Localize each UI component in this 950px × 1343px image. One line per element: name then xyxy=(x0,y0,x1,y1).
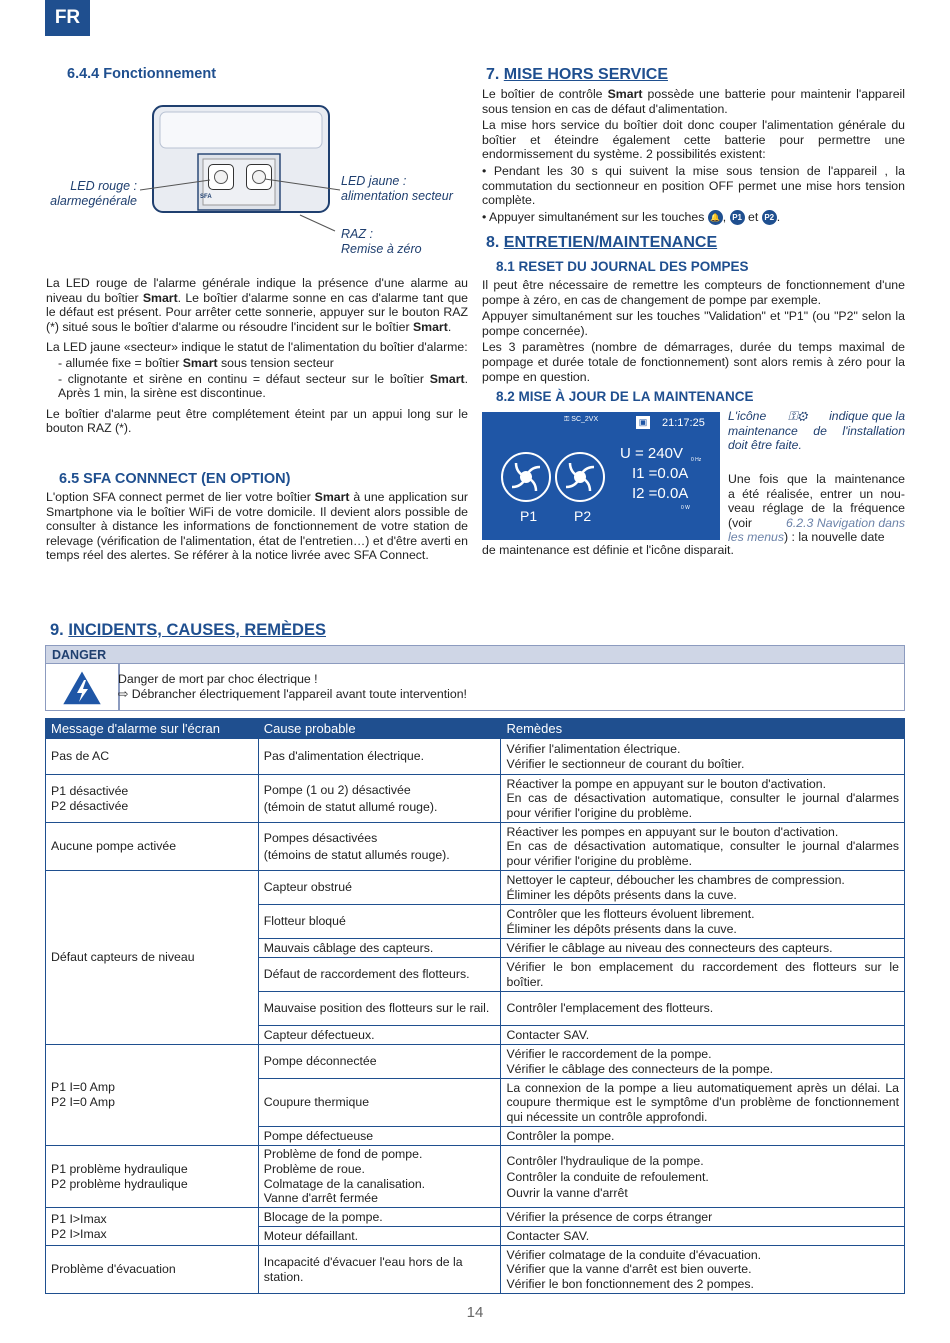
alarm-message-cell xyxy=(46,1246,259,1294)
display-current-2: I2 =0.0A xyxy=(632,485,689,502)
display-pump1-label: P1 xyxy=(520,508,538,524)
remedy-line: Éliminer les dépôts présents dans la cuve. xyxy=(506,887,737,902)
table-row xyxy=(46,739,905,775)
note-line-1 xyxy=(728,409,905,424)
section-8-title xyxy=(486,234,717,252)
table-row xyxy=(46,1208,905,1227)
cause-cell xyxy=(258,1146,501,1208)
remedy-line: Contacter SAV. xyxy=(506,1228,590,1243)
note-icon-pre: L'icône xyxy=(728,409,767,423)
note-line-3: doit être faite. xyxy=(728,438,802,453)
display-frequency: 0 Hz xyxy=(691,457,702,463)
cause-line: Incapacité d'évacuer l'eau hors de la station. xyxy=(263,1254,463,1284)
remedy-line: Réactiver les pompes en appuyant sur le bouton d'activation. xyxy=(506,824,839,839)
alarm-message-line: P2 I=0 Amp xyxy=(51,1095,115,1109)
update-line-5-post: ) : la nouvelle date xyxy=(784,530,885,545)
alarm-message-cell xyxy=(46,775,259,823)
alarm-message-line: P1 I=0 Amp xyxy=(51,1080,115,1095)
remedy-cell xyxy=(501,739,905,775)
list-item-blinking xyxy=(58,372,468,401)
device-brand-label: SFA xyxy=(200,194,212,200)
bold-brand-text: Smart xyxy=(412,319,448,334)
cause-line: Colmatage de la canalisation. xyxy=(263,1176,426,1191)
paragraph-sfa-connect xyxy=(46,490,468,563)
cause-cell xyxy=(258,1079,501,1127)
display-pump2-label: P2 xyxy=(574,508,592,524)
danger-line-2: ⇨ Débrancher électriquement l'appareil avant toute intervention! xyxy=(118,687,467,701)
cause-line: Flotteur bloqué xyxy=(263,914,346,929)
remedy-cell xyxy=(501,1127,905,1146)
remedy-cell xyxy=(501,1026,905,1045)
remedy-line: Contrôler la pompe. xyxy=(506,1128,615,1143)
text-segment: - clignotante et sirène en continu = défaut secteur sur le boîtier xyxy=(58,371,430,386)
text-segment: . xyxy=(447,319,452,334)
electric-hazard-icon xyxy=(60,668,104,707)
cause-line: Problème de fond de pompe. xyxy=(263,1147,423,1162)
table-row xyxy=(46,1146,905,1208)
bullet-switch-off: • Pendant les 30 s qui suivent la mise sous tension de l'appareil , la commutation du sectionneur en position OFF permet une mise hors tension complète. xyxy=(482,163,905,208)
display-time: 21:17:25 xyxy=(662,417,705,429)
section-8-1-title: 8.1 RESET DU JOURNAL DES POMPES xyxy=(496,259,749,274)
section-6-4-4-text xyxy=(46,276,468,442)
alarm-message-cell xyxy=(46,1045,259,1146)
note-wrench-icon: ⚿⚙ xyxy=(788,409,808,423)
table-row xyxy=(46,1045,905,1079)
alarm-message-line: P1 désactivée xyxy=(51,783,129,798)
section-9-title xyxy=(50,621,326,640)
incidents-table xyxy=(45,718,905,1294)
alarm-message-line: P1 I>Imax xyxy=(51,1211,107,1226)
remedy-cell xyxy=(501,823,905,871)
paragraph-red-led xyxy=(46,276,468,334)
cause-line: Problème de roue. xyxy=(263,1161,365,1176)
raz-caption-line2: Remise à zéro xyxy=(341,242,422,256)
led-yellow-caption xyxy=(341,174,453,204)
update-line-3: veau réglage de la fréquence xyxy=(728,501,905,516)
list-item-fixed xyxy=(58,356,468,371)
remedy-line: Ouvrir la vanne d'arrêt xyxy=(506,1185,628,1200)
cause-line: Pompe déconnectée xyxy=(263,1054,377,1069)
remedy-line: Contacter SAV. xyxy=(506,1027,590,1042)
display-power: 0 W xyxy=(681,505,690,511)
danger-line-1: Danger de mort par choc électrique ! xyxy=(118,672,318,686)
key-separator-comma: , xyxy=(722,209,727,224)
remedy-cell xyxy=(501,1227,905,1246)
remedy-line: Contrôler la conduite de refoulement. xyxy=(506,1169,709,1184)
text-segment: - allumée fixe = boîtier xyxy=(58,355,183,370)
bold-brand-text: Smart xyxy=(429,371,465,386)
cause-cell xyxy=(258,1045,501,1079)
alarm-message-line: P2 désactivée xyxy=(51,798,129,813)
cause-cell xyxy=(258,1246,501,1294)
bold-brand-text: Smart xyxy=(142,290,178,305)
pump-fans xyxy=(500,452,610,506)
paragraph-reset-keys: Appuyer simultanément sur les touches "Validation" et "P1" (ou "P2" selon la pompe concernée). xyxy=(482,309,905,338)
display-current-1: I1 =0.0A xyxy=(632,465,689,482)
text-segment: . Le boîtier d'alarme sonne en cas d'alarme tant que le défaut est présent. Pour arrêter cette sonnerie, appuyer sur le bouton RAZ (*) situé sous le boîtier d'alarme ou résoudre l'incident sur le boîtier xyxy=(46,290,468,334)
section-7-title-text: MISE HORS SERVICE xyxy=(503,66,668,83)
remedy-line: Vérifier le câblage au niveau des connecteurs des capteurs. xyxy=(506,940,833,955)
text-segment: Le boîtier de contrôle xyxy=(482,87,608,101)
section-7-text xyxy=(482,87,905,231)
bullet-press-keys xyxy=(482,210,905,225)
remedy-cell xyxy=(501,1208,905,1227)
key-separator-et: et xyxy=(748,209,759,224)
update-line-6: de maintenance est définie et l'icône disparait. xyxy=(482,543,734,557)
danger-text xyxy=(118,672,467,702)
network-icon: ▣ xyxy=(636,416,650,429)
paragraph-yellow-led: La LED jaune «secteur» indique le statut de l'alimentation du boîtier d'alarme: xyxy=(46,340,468,355)
section-6-4-4-title: 6.4.4 Fonctionnement xyxy=(67,66,217,82)
remedy-cell xyxy=(501,992,905,1026)
header-probable-cause: Cause probable xyxy=(258,719,501,739)
paragraph-shutdown: Le boîtier d'alarme peut être complétement éteint par un appui long sur le bouton RAZ (*). xyxy=(46,406,468,436)
cause-cell xyxy=(258,1227,501,1246)
alarm-message-line: P1 problème hydraulique xyxy=(51,1161,188,1176)
remedy-line: Nettoyer le capteur, déboucher les chambres de compression. xyxy=(506,872,845,887)
alarm-message-line: Problème d'évacuation xyxy=(51,1262,176,1277)
cause-line: Blocage de la pompe. xyxy=(263,1209,383,1224)
cause-line: Mauvaise position des flotteurs sur le rail. xyxy=(263,1001,490,1016)
remedy-cell xyxy=(501,939,905,958)
cause-cell xyxy=(258,823,501,871)
cause-cell xyxy=(258,775,501,823)
display-code xyxy=(564,416,598,424)
table-header-row xyxy=(46,719,905,739)
remedy-line: Réactiver la pompe en appuyant sur le bouton d'activation. xyxy=(506,776,827,791)
cause-line: Moteur défaillant. xyxy=(263,1228,359,1243)
remedy-line: Contrôler l'emplacement des flotteurs. xyxy=(506,1001,714,1016)
cause-line: (témoin de statut allumé rouge). xyxy=(263,799,438,814)
remedy-line: Vérifier l'alimentation électrique. xyxy=(506,741,681,756)
alarm-message-line: Pas de AC xyxy=(51,749,110,764)
remedy-cell xyxy=(501,905,905,939)
table-row xyxy=(46,1246,905,1294)
cause-line: Pas d'alimentation électrique. xyxy=(263,749,425,764)
cause-line: (témoins de statut allumés rouge). xyxy=(263,847,450,862)
led-yellow-caption-line2: alimentation secteur xyxy=(341,189,453,203)
note-icon-post: indique que la xyxy=(829,409,905,423)
cause-cell xyxy=(258,958,501,992)
text-segment: L'option SFA connect permet de lier votre boîtier xyxy=(46,490,315,504)
section-7-number: 7. xyxy=(486,66,500,83)
raz-caption-line1: RAZ : xyxy=(341,227,373,241)
section-6-5-text xyxy=(46,490,468,569)
cause-line: Pompe (1 ou 2) désactivée xyxy=(263,782,411,797)
remedy-cell xyxy=(501,1045,905,1079)
cause-line: Vanne d'arrêt fermée xyxy=(263,1191,378,1206)
remedy-line: Vérifier colmatage de la conduite d'évacuation. xyxy=(506,1247,762,1262)
remedy-line: En cas de désactivation automatique, consulter le journal d'alarmes pour vérifier l'origine du problème. xyxy=(506,839,899,868)
update-line-4 xyxy=(728,516,905,531)
paragraph-reset-params: Les 3 paramètres (nombre de démarrages, durée du temps maximal de pompage et durée totale de fonctionnement) sont alors remis à zéro pour la pompe en question. xyxy=(482,340,905,384)
text-segment: . Après 1 min, la sirène est discontinue. xyxy=(58,371,468,401)
bold-brand-text: Smart xyxy=(314,490,350,504)
remedy-line: Éliminer les dépôts présents dans la cuve. xyxy=(506,921,737,936)
remedy-cell xyxy=(501,958,905,992)
text-segment: à une application sur Smartphone via le boîtier WiFi de votre domicile. Il devient alors possible de consulter à distance les informations de fonctionnement de votre station de relevage (vérification de l'alimentation, état de l'entretien…) et d'être averti en temps réel des alertes. Se référer à la notice livrée avec SFA Connect. xyxy=(46,490,469,563)
led-red-caption-line1: LED rouge : xyxy=(70,179,137,193)
text-segment: sous tension secteur xyxy=(217,355,334,370)
cause-line: Coupure thermique xyxy=(263,1095,370,1110)
section-8-title-text: ENTRETIEN/MAINTENANCE xyxy=(503,234,718,251)
display-code-text: SC_2VX xyxy=(571,416,599,423)
page-number: 14 xyxy=(466,1304,484,1321)
danger-box xyxy=(45,664,905,711)
note-line-2: maintenance de l'installation xyxy=(728,423,905,438)
cause-line: Mauvais câblage des capteurs. xyxy=(263,940,434,955)
cause-cell xyxy=(258,871,501,905)
update-line-4-pre: (voir xyxy=(728,515,752,530)
alarm-bell-key-icon: 🔔 xyxy=(708,210,723,225)
remedy-line: Vérifier que la vanne d'arrêt est bien ouverte. xyxy=(506,1262,752,1277)
cause-line: Défaut de raccordement des flotteurs. xyxy=(263,967,470,982)
paragraph-reset-intro: Il peut être nécessaire de remettre les compteurs de fonctionnement d'une pompe à zéro, en cas de changement de pompe par exemple. xyxy=(482,278,905,307)
led-red-caption-line2: alarmegénérale xyxy=(50,194,137,208)
table-row xyxy=(46,871,905,905)
cause-cell xyxy=(258,1208,501,1227)
alarm-message-line: Aucune pompe activée xyxy=(51,839,177,854)
text-segment: La LED rouge de l'alarme générale indique la présence d'une alarme au niveau du boîtier xyxy=(46,276,468,305)
p1-key-icon: P1 xyxy=(730,210,745,225)
remedy-line: Contrôler que les flotteurs évoluent librement. xyxy=(506,906,755,921)
cause-line: Pompe défectueuse xyxy=(263,1128,374,1143)
cause-line: Capteur défectueux. xyxy=(263,1027,375,1042)
bullet-press-keys-text: • Appuyer simultanément sur les touches xyxy=(482,209,705,224)
maintenance-wrench-icon: ⚿ xyxy=(564,416,570,423)
update-line-1: Une fois que la maintenance xyxy=(728,472,905,486)
alarm-message-cell xyxy=(46,1146,259,1208)
update-line-2: a été réalisée, entrer un nou- xyxy=(728,486,905,501)
remedy-cell xyxy=(501,1079,905,1127)
navigation-reference-link[interactable]: 6.2.3 Navigation dans xyxy=(786,515,905,530)
section-9-number: 9. xyxy=(50,621,64,639)
cause-cell xyxy=(258,1127,501,1146)
remedy-line: En cas de désactivation automatique, consulter le journal d'alarmes pour vérifier l'origine du problème. xyxy=(506,791,899,820)
cause-cell xyxy=(258,739,501,775)
paragraph-battery xyxy=(482,87,905,116)
alarm-message-cell xyxy=(46,823,259,871)
update-line-5 xyxy=(728,530,905,545)
remedy-cell xyxy=(501,1246,905,1294)
remedy-cell xyxy=(501,775,905,823)
bold-brand-text: Smart xyxy=(607,87,643,101)
cause-line: Capteur obstrué xyxy=(263,880,352,895)
led-yellow-caption-line1: LED jaune : xyxy=(341,174,407,188)
section-6-5-title: 6.5 SFA CONNNECT (EN OPTION) xyxy=(59,471,291,487)
paragraph-shutdown-procedure: La mise hors service du boîtier doit donc couper l'alimentation générale du boîtier et éteindre également cette batterie pour permettre une endormissement du système. 2 possibilités existent: xyxy=(482,118,905,162)
table-row xyxy=(46,775,905,823)
cause-cell xyxy=(258,992,501,1026)
remedy-line: Contrôler l'hydraulique de la pompe. xyxy=(506,1153,704,1168)
callout-lines xyxy=(140,175,350,235)
header-alarm-message: Message d'alarme sur l'écran xyxy=(46,719,259,739)
table-row xyxy=(46,823,905,871)
bold-brand-text: Smart xyxy=(182,355,218,370)
section-7-title xyxy=(486,66,668,84)
danger-header: DANGER xyxy=(45,645,905,664)
key-end-period: . xyxy=(776,209,781,224)
remedy-line: Vérifier la présence de corps étranger xyxy=(506,1209,713,1224)
section-8-number: 8. xyxy=(486,234,500,251)
remedy-cell xyxy=(501,871,905,905)
text-segment: possède une batterie pour maintenir l'appareil sous tension en cas de défaut d'alimentation. xyxy=(482,87,905,116)
cause-cell xyxy=(258,939,501,958)
remedy-line: La connexion de la pompe a lieu automatiquement après un délai. La coupure thermique est le symptôme d'un problème de fonctionnement qui nécessite un contrôle approfondi. xyxy=(506,1080,899,1124)
remedy-line: Vérifier le raccordement de la pompe. xyxy=(506,1046,712,1061)
menus-reference-link[interactable]: les menus xyxy=(728,530,785,545)
cause-cell xyxy=(258,905,501,939)
display-voltage: U = 240V xyxy=(620,445,683,462)
header-remedies: Remèdes xyxy=(501,719,905,739)
alarm-message-line: P2 problème hydraulique xyxy=(51,1176,188,1191)
remedy-line: Vérifier le bon fonctionnement des 2 pompes. xyxy=(506,1276,754,1291)
p2-key-icon: P2 xyxy=(762,210,777,225)
remedy-line: Vérifier le bon emplacement du raccordement des flotteurs sur le boîtier. xyxy=(506,959,899,989)
alarm-message-cell xyxy=(46,739,259,775)
maintenance-icon-note xyxy=(728,409,905,453)
controller-display xyxy=(482,412,720,540)
led-red-caption xyxy=(45,179,137,209)
maintenance-update-text xyxy=(728,472,905,545)
alarm-message-line: P2 I>Imax xyxy=(51,1226,107,1241)
section-9-title-text: INCIDENTS, CAUSES, REMÈDES xyxy=(68,621,326,639)
cause-line: Pompes désactivées xyxy=(263,830,378,845)
raz-caption xyxy=(341,227,422,257)
remedy-line: Vérifier le câblage des connecteurs de la pompe. xyxy=(506,1061,774,1076)
alarm-message-line: Défaut capteurs de niveau xyxy=(51,950,195,965)
section-8-2-title: 8.2 MISE À JOUR DE LA MAINTENANCE xyxy=(496,389,754,404)
cause-cell xyxy=(258,1026,501,1045)
alarm-message-cell xyxy=(46,1208,259,1246)
alarm-message-cell xyxy=(46,871,259,1045)
remedy-line: Vérifier le sectionneur de courant du boîtier. xyxy=(506,756,745,771)
section-8-1-text xyxy=(482,278,905,390)
language-badge: FR xyxy=(45,0,90,36)
remedy-cell xyxy=(501,1146,905,1208)
